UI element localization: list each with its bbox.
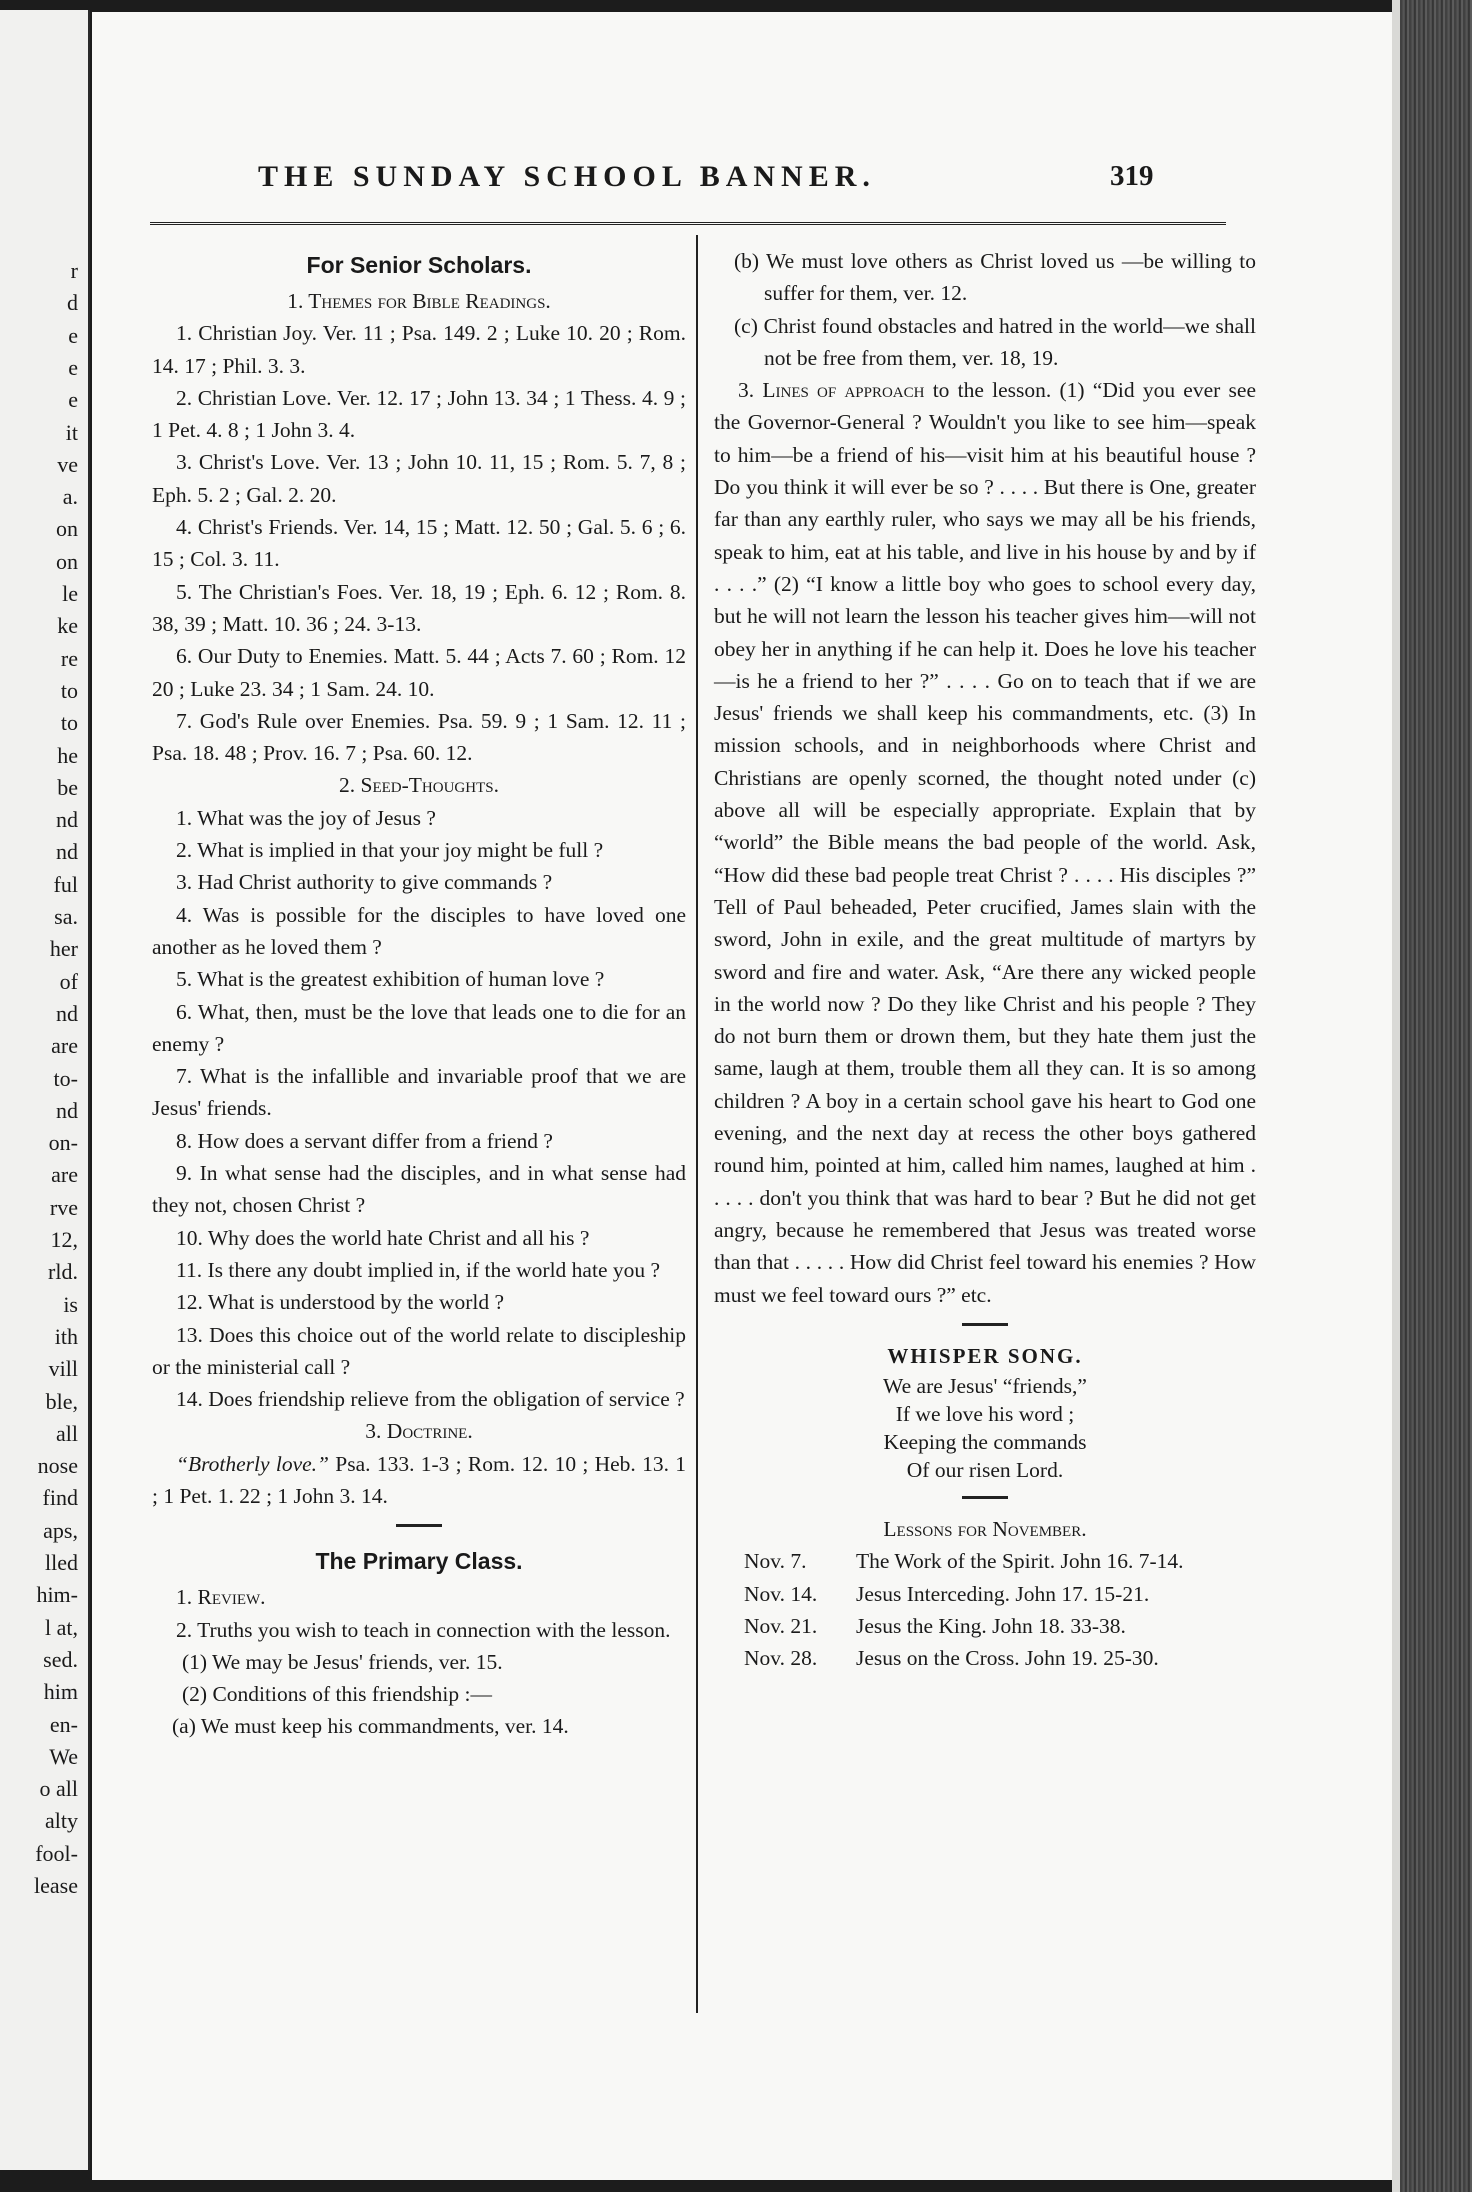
lesson-date: Nov. 7. <box>744 1549 807 1574</box>
seed-item: 14. Does friendship relieve from the obligation of service ? <box>176 1387 685 1412</box>
facing-page-fragment: on <box>56 516 78 542</box>
facing-page-fragment: to <box>60 677 78 703</box>
themes-heading: 1. Themes for Bible Readings. <box>287 289 551 313</box>
facing-page-fragment: nd <box>56 1097 78 1123</box>
facing-page-fragment: rve <box>49 1194 78 1220</box>
facing-page-fragment: of <box>59 968 78 994</box>
facing-page-fragment: e <box>68 387 78 413</box>
seed-item: 6. What, then, must be the love that leads one to die for an enemy ? <box>152 999 686 1056</box>
truths-item: 2. Truths you wish to teach in connection with the lesson. <box>176 1617 671 1642</box>
seed-heading: 2. Seed-Thoughts. <box>339 773 499 798</box>
theme-item: 4. Christ's Friends. Ver. 14, 15 ; Matt. 12. 50 ; Gal. 5. 6 ; 6. 15 ; Col. 3. 11. <box>152 515 686 572</box>
song-line: We are Jesus' “friends,” <box>883 1374 1087 1399</box>
facing-page-fragment: it <box>65 419 78 445</box>
seed-item: 3. Had Christ authority to give commands ? <box>176 870 553 895</box>
lesson-title: Jesus Interceding. John 17. 15-21. <box>856 1581 1150 1606</box>
approach-label: 3. Lines of approach <box>738 378 925 403</box>
lesson-date: Nov. 28. <box>744 1646 818 1671</box>
doctrine-text <box>152 1448 686 1513</box>
section-rule <box>962 1323 1008 1326</box>
seed-item: 1. What was the joy of Jesus ? <box>176 805 436 830</box>
facing-page-fragment: ith <box>54 1323 78 1349</box>
theme-item: 2. Christian Love. Ver. 12. 17 ; John 13. 34 ; 1 Thess. 4. 9 ; 1 Pet. 4. 8 ; 1 John 3. 4. <box>152 385 686 443</box>
facing-page-fragment: sa. <box>54 904 78 929</box>
seed-item: 9. In what sense had the disciples, and in what sense had they not, chosen Christ ? <box>152 1161 686 1218</box>
approach-paragraph <box>714 374 1256 1311</box>
facing-page-fragment: re <box>60 645 78 671</box>
facing-page-fragment: r <box>70 258 78 283</box>
song-line: Of our risen Lord. <box>906 1458 1064 1483</box>
facing-page-fragment: e <box>68 322 78 348</box>
facing-page-fragment: nd <box>56 839 78 865</box>
seed-item: 4. Was is possible for the disciples to have loved one another as he loved them ? <box>152 902 686 959</box>
facing-page-fragment: to- <box>53 1065 78 1091</box>
facing-page-fragment: nd <box>56 1000 78 1026</box>
facing-page-fragment: him <box>43 1679 78 1705</box>
senior-heading: For Senior Scholars. <box>306 252 532 278</box>
seed-item: 11. Is there any doubt implied in, if the world hate you ? <box>176 1257 661 1282</box>
lesson-title: Jesus on the Cross. John 19. 25-30. <box>856 1646 1159 1671</box>
doctrine-quote: “Brotherly love.” <box>176 1451 329 1476</box>
facing-page-fragment: le <box>62 581 78 606</box>
facing-page-fragment: is <box>63 1291 78 1317</box>
lesson-row <box>714 1578 1256 1610</box>
approach-text: to the lesson. (1) “Did you ever see the Governor-General ? Wouldn't you like to see him—speak to him—be a friend of his—visit him at his beautiful house ? Do you think it will ever be so ? . . . . But there is One, greater far than any earthly ruler, who says we may all be his friends, speak to him, eat at his table, and live in his house by and by if . . . .” (2) “I know a little boy who goes to school every day, but he will not learn the lesson his teacher gives him—will not obey her in anything if he can help it. Does he love his teacher—is he a friend to her ?” . . . . Go on to teach that if we are Jesus' friends we shall keep his commandments, etc. (3) In mission schools, and in neighborhoods where Christ and Christians are openly scorned, the thought noted under (c) above all will be especially appropriate. Explain that by “world” the Bible means the bad people of the world. Ask, “How did these bad people treat Christ ? . . . . His disciples ?” Tell of Paul beheaded, Peter crucified, James slain with the sword, John in exile, and the great multitude of martyrs by sword and fire and water. Ask, “Are there any wicked people in the world now ? Do they like Christ and his people ? They do not burn them or drown them, but they hate them just the same, laugh at them, trouble them all they can. It is so among children ? A boy in a certain school gave his heart to God one evening, and the next day at recess the other boys gathered round him, pointed at him, called him names, laughed at him . . . . . don't you think that was hard to bear ? But he did not get angry, because he remembered that Jesus was treated worse than that . . . . . How did Christ feel toward his enemies ? How must we feel toward ours ?” etc. <box>714 378 1256 1307</box>
lesson-title: Jesus the King. John 18. 33-38. <box>856 1613 1126 1638</box>
doctrine-refs: Psa. 133. 1-3 ; Rom. 12. 10 ; Heb. 13. 1 ; 1 Pet. 1. 22 ; 1 John 3. 14. <box>152 1451 687 1508</box>
facing-page-fragment: are <box>51 1162 78 1188</box>
condition-c: (c) Christ found obstacles and hatred in the world—we shall not be free from them, ver. 18, 19. <box>734 313 1256 370</box>
theme-item: 6. Our Duty to Enemies. Matt. 5. 44 ; Acts 7. 60 ; Rom. 12 20 ; Luke 23. 34 ; 1 Sam. 24. 10. <box>152 644 686 701</box>
facing-page-edge <box>0 10 90 2170</box>
facing-page-fragment: en- <box>49 1711 78 1737</box>
facing-page-fragment: him- <box>36 1582 78 1608</box>
song-line: If we love his word ; <box>895 1402 1075 1427</box>
facing-page-fragment: to <box>60 710 78 736</box>
facing-page-fragment: aps, <box>43 1517 78 1543</box>
facing-page-fragment: fool- <box>35 1840 78 1866</box>
facing-page-fragment: We <box>49 1743 78 1769</box>
facing-page-fragment: ke <box>57 613 78 639</box>
lesson-row <box>714 1545 1256 1577</box>
facing-page-fragment: e <box>68 354 78 380</box>
facing-page-fragment: vill <box>48 1356 78 1382</box>
facing-page-fragment: alty <box>45 1808 78 1834</box>
theme-item: 3. Christ's Love. Ver. 13 ; John 10. 11, 15 ; Rom. 5. 7, 8 ; Eph. 5. 2 ; Gal. 2. 20. <box>152 450 686 507</box>
facing-page-fragment: be <box>57 774 78 800</box>
facing-page-fragment: l at, <box>45 1614 78 1640</box>
song-title: WHISPER SONG. <box>887 1343 1083 1368</box>
facing-page-fragment: on <box>56 548 78 574</box>
lesson-row <box>714 1610 1256 1642</box>
facing-page-fragment: sed. <box>43 1646 78 1672</box>
section-rule <box>396 1524 442 1527</box>
facing-page-fragment: lease <box>34 1873 78 1898</box>
truth-1: (1) We may be Jesus' friends, ver. 15. <box>182 1649 503 1674</box>
seed-item: 13. Does this choice out of the world relate to discipleship or the ministerial call ? <box>152 1322 686 1379</box>
seed-item: 8. How does a servant differ from a friend ? <box>176 1128 553 1153</box>
lesson-row <box>714 1642 1256 1674</box>
facing-page-fragment: all <box>56 1420 78 1446</box>
seed-item: 12. What is understood by the world ? <box>176 1290 505 1315</box>
facing-page-fragment: o all <box>39 1776 78 1802</box>
truth-2a: (a) We must keep his commandments, ver. 14. <box>172 1714 569 1739</box>
facing-page-fragment: rld. <box>48 1259 78 1285</box>
right-column <box>714 245 1256 1675</box>
song-line: Keeping the commands <box>883 1430 1087 1455</box>
page-number: 319 <box>1110 160 1154 192</box>
primary-heading: The Primary Class. <box>315 1548 523 1575</box>
facing-page-fragment: a. <box>62 484 78 510</box>
lesson-date: Nov. 14. <box>744 1581 818 1606</box>
header-rule <box>150 222 1226 225</box>
facing-page-fragment: ful <box>53 871 78 897</box>
facing-page-fragment: 12, <box>50 1227 78 1252</box>
facing-page-fragment: d <box>67 290 78 316</box>
lessons-heading: Lessons for November. <box>883 1517 1087 1542</box>
facing-page-fragment: are <box>51 1033 78 1059</box>
seed-item: 5. What is the greatest exhibition of human love ? <box>176 967 605 992</box>
theme-item: 1. Christian Joy. Ver. 11 ; Psa. 149. 2 ; Luke 10. 20 ; Rom. 14. 17 ; Phil. 3. 3. <box>152 321 686 378</box>
facing-page-fragment: ve <box>57 451 78 477</box>
lesson-title: The Work of the Spirit. John 16. 7-14. <box>856 1549 1184 1574</box>
facing-page-fragment: he <box>57 742 78 768</box>
seed-item: 7. What is the infallible and invariable proof that we are Jesus' friends. <box>152 1064 686 1121</box>
column-divider <box>696 235 698 2013</box>
facing-page-fragment: on- <box>48 1130 78 1156</box>
left-column <box>152 245 686 1743</box>
theme-item: 7. God's Rule over Enemies. Psa. 59. 9 ; 1 Sam. 12. 11 ; Psa. 18. 48 ; Prov. 16. 7 ; Psa. 60. 12. <box>152 708 686 766</box>
seed-item: 10. Why does the world hate Christ and all his ? <box>176 1225 590 1250</box>
condition-b: (b) We must love others as Christ loved us —be willing to suffer for them, ver. 12. <box>734 249 1256 306</box>
facing-page-fragment: her <box>49 936 78 962</box>
facing-page-fragment: lled <box>45 1550 78 1575</box>
truth-2: (2) Conditions of this friendship :— <box>182 1682 492 1707</box>
review-item: 1. Review. <box>176 1585 266 1610</box>
running-header: THE SUNDAY SCHOOL BANNER. <box>258 160 876 193</box>
section-rule <box>962 1496 1008 1499</box>
theme-item: 5. The Christian's Foes. Ver. 18, 19 ; Eph. 6. 12 ; Rom. 8. 38, 39 ; Matt. 10. 36 ; 24. 3-13. <box>152 579 686 636</box>
facing-page-fragment: ble, <box>45 1388 78 1414</box>
facing-page-fragment: nose <box>37 1453 78 1479</box>
doctrine-heading: 3. Doctrine. <box>365 1419 473 1444</box>
facing-page-fragment: find <box>42 1485 78 1511</box>
book-edge <box>1392 0 1472 2192</box>
facing-page-fragment: nd <box>56 807 78 833</box>
seed-item: 2. What is implied in that your joy might be full ? <box>176 838 604 863</box>
lesson-date: Nov. 21. <box>744 1613 818 1638</box>
